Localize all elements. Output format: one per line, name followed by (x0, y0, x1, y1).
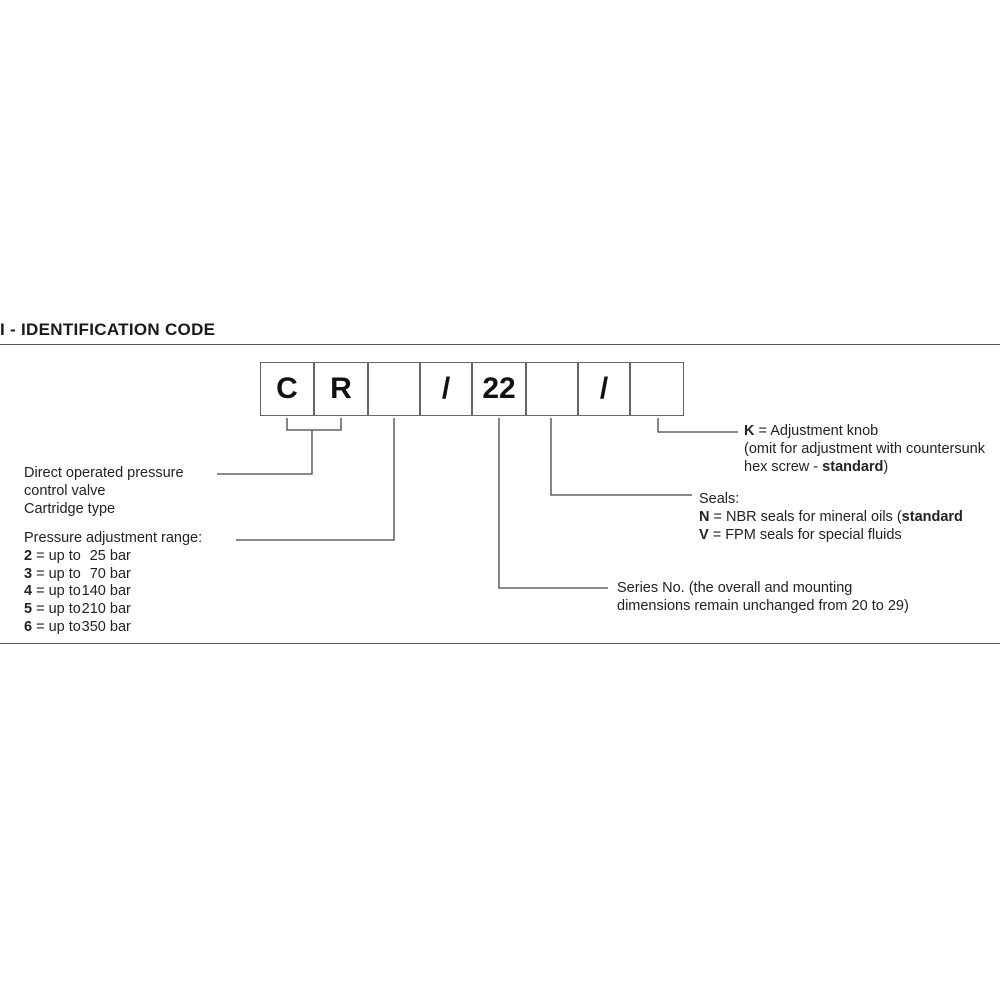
knob-description (744, 423, 985, 476)
seals-option-v: V = FPM seals for special fluids (699, 526, 902, 543)
seals-description (699, 491, 963, 544)
seals-heading: Seals: (699, 491, 740, 507)
series-line-2: dimensions remain unchanged from 20 to 29) (617, 597, 909, 614)
series-line-1: Series No. (the overall and mounting (617, 580, 853, 596)
valve-line-3: Cartridge type (24, 500, 116, 517)
pressure-heading: Pressure adjustment range: (24, 530, 203, 546)
valve-line-2: control valve (24, 482, 106, 499)
pressure-option: 6 = up to350 bar (24, 618, 131, 635)
leader-cr-bracket (287, 418, 341, 430)
leader-cr (217, 430, 312, 474)
leader-series (499, 418, 608, 588)
section-title: I - IDENTIFICATION CODE (0, 320, 216, 339)
knob-line-3: hex screw - standard) (744, 458, 889, 475)
seals-option-n: N = NBR seals for mineral oils (standard (699, 508, 963, 525)
valve-description (24, 465, 184, 518)
knob-line-1: K = Adjustment knob (744, 423, 879, 439)
pressure-option: 4 = up to140 bar (24, 583, 131, 600)
code-box-r: R (314, 362, 368, 416)
pressure-option: 5 = up to210 bar (24, 601, 131, 618)
code-box-series: 22 (472, 362, 526, 416)
pressure-option: 3 = up to 70 bar (24, 565, 131, 582)
code-box-slash-1: / (420, 362, 472, 416)
series-description (617, 580, 909, 616)
valve-line-1: Direct operated pressure (24, 465, 184, 481)
pressure-range-block (24, 530, 202, 637)
knob-line-2: (omit for adjustment with countersunk (744, 440, 985, 457)
pressure-option: 2 = up to 25 bar (24, 547, 131, 564)
leader-knob (658, 418, 738, 432)
code-box-c: C (260, 362, 314, 416)
leader-pressure (236, 418, 394, 540)
code-box-slash-2: / (578, 362, 630, 416)
leader-seals (551, 418, 692, 495)
